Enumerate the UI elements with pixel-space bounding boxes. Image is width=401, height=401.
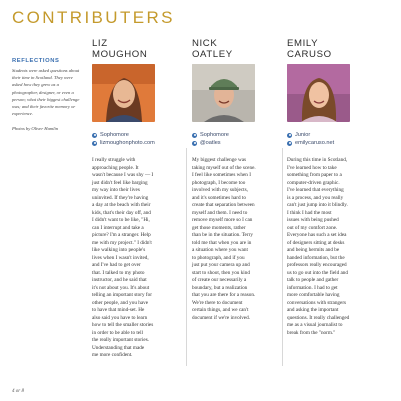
contributor-name: NICK OATLEY — [192, 38, 233, 60]
website-text[interactable]: @oatles — [200, 140, 221, 146]
reflections-sidebar — [12, 58, 82, 133]
reflection-text: During this time in Scotland, I've learned how to take something from paper to a computer-driven graphic. I've learned that everything is a process, and you really can't just jump into it blindly. I think I had the most issues with being pushed out of my comfort zone. Everyone has such a set idea of designers sitting at desks and being hermits and be handed information, but the professors really encouraged us to go out into the field and talk to people and gather information. I had to get more comfortable having conversations with strangers and asking the important questions. It really challenged me as a visual journalist to break from the "norm." — [287, 157, 350, 336]
class-year-text: Junior — [295, 132, 311, 138]
class-year — [92, 131, 187, 139]
contributor-column — [287, 38, 382, 337]
contributor-photo — [92, 64, 155, 122]
sidebar-heading: REFLECTIONS — [12, 58, 60, 64]
website-link[interactable] — [92, 139, 187, 147]
class-year — [192, 131, 287, 139]
contributor-name: LIZ MOUGHON — [92, 38, 148, 60]
class-year — [287, 131, 382, 139]
class-year-text: Sophomore — [100, 132, 129, 138]
year-icon — [92, 133, 97, 138]
website-text[interactable]: emilycaruso.net — [295, 140, 335, 146]
web-icon — [287, 141, 292, 146]
page-title: CONTRIBUTERS — [12, 8, 175, 27]
photo-credit: Photos by Oliver Hamlin — [12, 126, 59, 132]
web-icon — [192, 141, 197, 146]
column-divider — [186, 148, 187, 366]
reflection-text: My biggest challenge was taking myself out of the scene. I feel like sometimes when I photograph, I become too involved with my subjects, and it's sometimes hard to create that separation between myself and them. I need to remove myself more so I can get those moments, rather than be in the situation. Terry told me that when you are in a situation where you want to photograph, and if you just put your camera up and start to shoot, then you kind of create our necessarily a boundary, but a realization that you are there for a reason. We're there to document certain things, and we can't document if we're involved. — [192, 157, 256, 321]
class-year-text: Sophomore — [200, 132, 229, 138]
sidebar-text: Students were asked questions about their time in Scotland. They were asked how they grew as a photographer, designer, or even a person; what their biggest challenge was; and their favorite memory or experience. — [12, 68, 80, 117]
contributor-column — [192, 38, 287, 322]
year-icon — [287, 133, 292, 138]
year-icon — [192, 133, 197, 138]
web-icon — [92, 141, 97, 146]
contributor-photo — [192, 64, 255, 122]
contributor-photo — [287, 64, 350, 122]
website-link[interactable] — [287, 139, 382, 147]
page-number: 4 or 8 — [12, 389, 24, 394]
reflection-text: I really struggle with approaching people. It wasn't because I was shy — I just didn't feel like barging my way into their lives uninvited. If they're having a day at the beach with their kids, that's their day off, and I didn't want to be like, "Hi, can I interrupt and take a picture? I'm a stranger. Help me with my project." I didn't like walking into people's lives when I wasn't invited, and I've had to get over that. I talked to my photo instructor, and he said that it's not about you. It's about telling an important story for other people, and you have to have that mind-set. He also said you have to learn how to tell the smaller stories in order to be able to tell the really important stories. Understanding that made me more confident. — [92, 157, 154, 358]
website-text[interactable]: lizmoughonphoto.com — [100, 140, 155, 146]
column-divider — [282, 148, 283, 366]
contributor-column — [92, 38, 187, 360]
website-link[interactable] — [192, 139, 287, 147]
contributor-name: EMILY CARUSO — [287, 38, 332, 60]
